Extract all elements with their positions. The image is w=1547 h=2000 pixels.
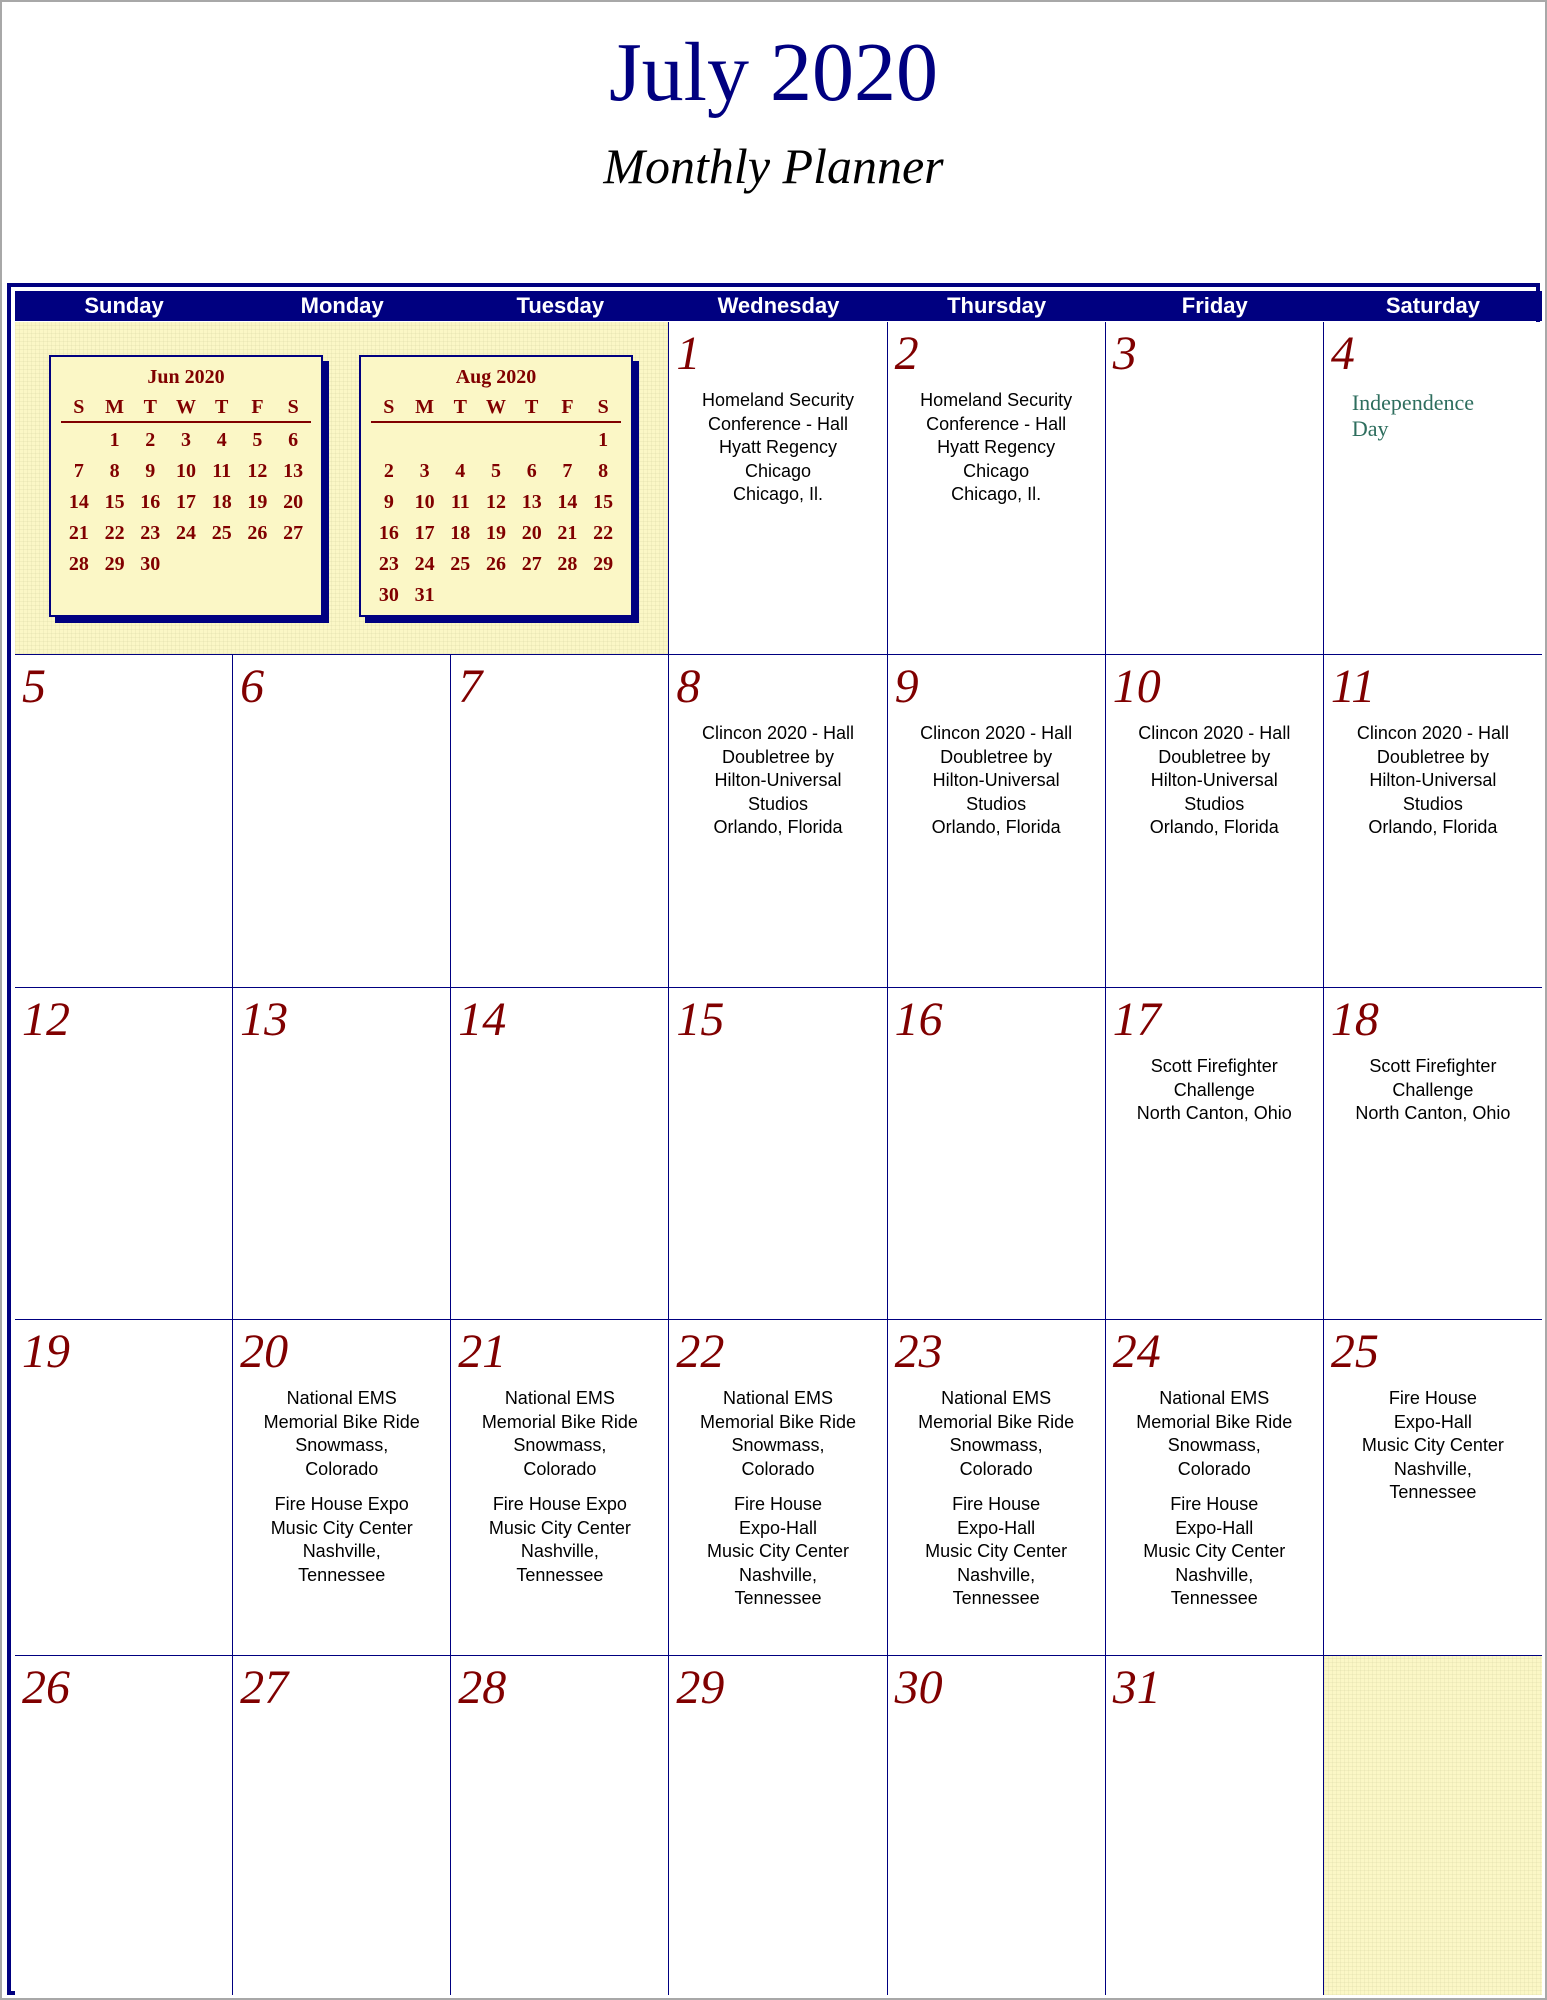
mini-calendar-date [478, 580, 514, 611]
day-cell[interactable] [669, 322, 887, 655]
mini-calendar-date: 14 [68, 491, 89, 513]
mini-calendar-date: 18 [211, 491, 232, 513]
mini-calendar-date [514, 580, 550, 611]
mini-calendar-date: 1 [109, 429, 120, 451]
event-entry[interactable]: National EMS Memorial Bike Ride Snowmass, Colorado [1136, 1388, 1293, 1479]
weekday-header-row [15, 291, 1542, 321]
mini-calendar-date: 8 [598, 460, 609, 482]
day-number: 22 [676, 1325, 725, 1378]
day-cell[interactable] [1106, 988, 1324, 1320]
mini-calendar-date: 16 [378, 522, 399, 544]
day-cell[interactable] [451, 1320, 669, 1656]
mini-calendar-weekday: S [61, 394, 97, 423]
mini-calendar-date [550, 425, 586, 456]
mini-calendar-date: 31 [414, 584, 435, 606]
mini-calendar-date [275, 549, 311, 580]
day-number: 18 [1330, 993, 1379, 1046]
day-number: 29 [676, 1661, 725, 1714]
mini-calendar-date: 29 [593, 553, 614, 575]
mini-calendar-date: 1 [598, 429, 609, 451]
day-number: 3 [1112, 327, 1137, 380]
mini-calendar-date: 27 [521, 553, 542, 575]
day-number: 15 [676, 993, 725, 1046]
day-number: 28 [458, 1661, 507, 1714]
day-number: 16 [894, 993, 943, 1046]
mini-calendar-date: 28 [557, 553, 578, 575]
mini-calendar-date: 7 [562, 460, 573, 482]
day-number: 23 [894, 1325, 943, 1378]
event-list [455, 1387, 664, 1599]
mini-calendar-date: 26 [485, 553, 506, 575]
mini-calendar-date: 25 [211, 522, 232, 544]
day-cell[interactable] [888, 1320, 1106, 1656]
weekday-monday: Monday [300, 293, 384, 318]
weekday-sunday: Sunday [84, 293, 164, 318]
event-entry[interactable]: Scott Firefighter Challenge North Canton, Ohio [1136, 1056, 1292, 1123]
mini-calendar-weekday: M [97, 394, 133, 423]
mini-calendar-date [61, 425, 97, 456]
mini-calendar-date [204, 549, 240, 580]
day-cell[interactable] [233, 1320, 451, 1656]
mini-calendar-date [514, 425, 550, 456]
mini-calendar-weekday: T [442, 394, 478, 423]
mini-calendar-date [240, 549, 276, 580]
mini-calendar-date [442, 425, 478, 456]
page-title: July 2020 [608, 26, 939, 119]
day-number: 13 [240, 993, 289, 1046]
day-cell[interactable] [233, 1656, 451, 1995]
mini-calendar-date: 6 [288, 429, 299, 451]
event-entry[interactable]: Clincon 2020 - Hall Doubletree by Hilton-Universal Studios Orlando, Florida [1356, 723, 1509, 837]
month-calendar [7, 283, 1540, 1995]
mini-calendar-date: 23 [378, 553, 399, 575]
mini-calendar-date: 5 [490, 460, 501, 482]
mini-calendar-grid [371, 394, 621, 611]
mini-calendar-weekday: F [550, 394, 586, 423]
mini-calendar-date: 22 [104, 522, 125, 544]
mini-calendar-grid [61, 394, 311, 580]
mini-calendar-date: 4 [455, 460, 466, 482]
mini-calendar-date: 20 [521, 522, 542, 544]
day-number: 4 [1330, 327, 1355, 380]
holiday-label: Independence Day [1351, 390, 1474, 441]
event-entry[interactable]: Clincon 2020 - Hall Doubletree by Hilton-Universal Studios Orlando, Florida [1138, 723, 1291, 837]
day-grid [15, 322, 1542, 1995]
event-list [673, 389, 882, 519]
event-list [673, 722, 882, 852]
mini-calendar-date: 24 [414, 553, 435, 575]
event-entry[interactable]: National EMS Memorial Bike Ride Snowmass, Colorado [699, 1388, 857, 1479]
day-cell[interactable] [888, 655, 1106, 988]
mini-calendar-weekday: W [478, 394, 514, 423]
mini-calendar-date: 3 [419, 460, 430, 482]
day-number: 12 [22, 993, 70, 1046]
mini-calendar-date: 14 [557, 491, 578, 513]
day-number: 19 [22, 1325, 70, 1378]
day-number: 20 [240, 1325, 289, 1378]
mini-calendar-weekday: T [204, 394, 240, 423]
mini-calendar-date: 25 [450, 553, 471, 575]
mini-calendar-date: 18 [450, 522, 471, 544]
event-list [1110, 1055, 1319, 1138]
day-cell[interactable] [233, 655, 451, 988]
day-number: 10 [1112, 660, 1161, 713]
event-entry[interactable]: Homeland Security Conference - Hall Hyatt Regency Chicago Chicago, Il. [920, 390, 1073, 504]
empty-filler-cell [1324, 1656, 1542, 1995]
event-entry[interactable]: Fire House Expo-Hall Music City Center Nashville, Tennessee [925, 1494, 1068, 1608]
day-cell[interactable] [1324, 1320, 1542, 1656]
mini-calendar-date: 17 [175, 491, 196, 513]
mini-calendar-date: 17 [414, 522, 435, 544]
day-number: 14 [458, 993, 507, 1046]
mini-calendar-date [478, 425, 514, 456]
day-cell[interactable] [888, 1656, 1106, 1995]
mini-calendar-date: 23 [140, 522, 161, 544]
mini-calendar-date [407, 425, 443, 456]
mini-calendar-date: 15 [593, 491, 614, 513]
mini-calendar-date: 5 [252, 429, 263, 451]
day-cell[interactable] [669, 655, 887, 988]
day-number: 25 [1330, 1325, 1379, 1378]
day-number: 31 [1112, 1661, 1161, 1714]
mini-calendar-date: 6 [526, 460, 537, 482]
day-cell[interactable] [1106, 322, 1324, 655]
event-list [1110, 722, 1319, 852]
mini-calendar-weekday: M [407, 394, 443, 423]
event-list [673, 1387, 882, 1623]
day-cell[interactable] [451, 1656, 669, 1995]
day-number: 9 [894, 660, 919, 713]
event-entry[interactable]: Fire House Expo-Hall Music City Center Nashville, Tennessee [1143, 1494, 1286, 1608]
mini-calendar-date: 29 [104, 553, 125, 575]
mini-calendar-date [585, 580, 621, 611]
day-number: 27 [240, 1661, 289, 1714]
mini-calendar-date: 10 [175, 460, 196, 482]
event-list [892, 1387, 1101, 1623]
mini-calendar-weekday: S [585, 394, 621, 423]
weekday-wednesday: Wednesday [717, 293, 840, 318]
mini-calendar-date: 9 [145, 460, 156, 482]
mini-calendar-date: 3 [180, 429, 191, 451]
mini-calendar-date: 7 [73, 460, 84, 482]
weekday-thursday: Thursday [947, 293, 1047, 318]
mini-calendar-weekday: S [371, 394, 407, 423]
mini-calendar-weekday: T [514, 394, 550, 423]
event-entry[interactable]: National EMS Memorial Bike Ride Snowmass, Colorado [263, 1388, 420, 1479]
day-number: 26 [22, 1661, 70, 1714]
event-entry[interactable]: Fire House Expo Music City Center Nashville, Tennessee [270, 1494, 413, 1585]
day-cell[interactable] [1106, 655, 1324, 988]
day-cell[interactable] [1324, 988, 1542, 1320]
day-number: 7 [458, 660, 483, 713]
day-number: 1 [676, 327, 701, 380]
day-number: 8 [676, 660, 701, 713]
mini-calendar-date: 12 [485, 491, 506, 513]
mini-calendar-weekday: T [132, 394, 168, 423]
mini-calendar-date: 30 [140, 553, 161, 575]
event-list [892, 389, 1101, 519]
event-entry[interactable]: National EMS Memorial Bike Ride Snowmass, Colorado [918, 1388, 1075, 1479]
day-number: 17 [1112, 993, 1161, 1046]
day-cell[interactable] [888, 322, 1106, 655]
day-cell[interactable] [15, 1320, 233, 1656]
day-cell[interactable] [15, 988, 233, 1320]
mini-calendar-date: 2 [383, 460, 394, 482]
weekday-tuesday: Tuesday [516, 293, 605, 318]
event-list [1328, 722, 1538, 852]
mini-calendar-date: 2 [145, 429, 156, 451]
page-subtitle: Monthly Planner [603, 138, 944, 194]
event-list [1328, 1387, 1538, 1517]
mini-calendar-date [371, 425, 407, 456]
mini-calendar-date: 9 [383, 491, 394, 513]
day-number: 6 [240, 660, 265, 713]
event-entry[interactable]: Clincon 2020 - Hall Doubletree by Hilton-Universal Studios Orlando, Florida [701, 723, 855, 837]
mini-calendar-date: 8 [109, 460, 120, 482]
mini-calendar-date: 21 [68, 522, 89, 544]
mini-calendar-date: 27 [283, 522, 304, 544]
mini-calendar-date: 21 [557, 522, 578, 544]
day-cell[interactable] [669, 988, 887, 1320]
mini-calendar-title: Aug 2020 [455, 366, 537, 388]
event-list [1328, 1055, 1538, 1138]
mini-calendar-weekday: W [168, 394, 204, 423]
mini-calendar-date: 10 [414, 491, 435, 513]
mini-calendar-date: 13 [521, 491, 542, 513]
weekday-friday: Friday [1181, 293, 1248, 318]
mini-calendar-date: 13 [283, 460, 304, 482]
day-cell[interactable] [451, 655, 669, 988]
day-number: 24 [1112, 1325, 1161, 1378]
event-entry[interactable]: Clincon 2020 - Hall Doubletree by Hilton-Universal Studios Orlando, Florida [920, 723, 1073, 837]
mini-calendar-weekday: F [240, 394, 276, 423]
mini-calendar-weekday: S [275, 394, 311, 423]
mini-calendar-date: 11 [212, 460, 232, 482]
mini-calendar-date: 16 [140, 491, 161, 513]
event-entry[interactable]: National EMS Memorial Bike Ride Snowmass, Colorado [481, 1388, 638, 1479]
event-entry[interactable]: Fire House Expo-Hall Music City Center Nashville, Tennessee [706, 1494, 849, 1608]
event-entry[interactable]: Fire House Expo Music City Center Nashville, Tennessee [488, 1494, 631, 1585]
event-list [237, 1387, 446, 1599]
day-number: 21 [458, 1325, 507, 1378]
event-list [1110, 1387, 1319, 1623]
mini-calendar-date: 28 [68, 553, 89, 575]
mini-calendar-date [168, 549, 204, 580]
day-cell[interactable] [888, 988, 1106, 1320]
day-cell[interactable] [1106, 1320, 1324, 1656]
mini-calendar-date: 19 [247, 491, 268, 513]
event-entry[interactable]: Fire House Expo-Hall Music City Center Nashville, Tennessee [1361, 1388, 1504, 1502]
mini-calendar-date: 20 [283, 491, 304, 513]
mini-calendar-date: 19 [485, 522, 506, 544]
day-number: 5 [22, 660, 46, 713]
event-entry[interactable]: Scott Firefighter Challenge North Canton, Ohio [1355, 1056, 1511, 1123]
day-cell[interactable] [233, 988, 451, 1320]
mini-calendar-date [550, 580, 586, 611]
event-entry[interactable]: Homeland Security Conference - Hall Hyatt Regency Chicago Chicago, Il. [701, 390, 855, 504]
mini-calendar-date: 15 [104, 491, 125, 513]
mini-calendar-august [359, 355, 633, 617]
day-number: 11 [1330, 660, 1376, 713]
mini-calendar-date [442, 580, 478, 611]
day-cell[interactable] [15, 655, 233, 988]
day-cell[interactable] [669, 1320, 887, 1656]
day-cell[interactable] [15, 1656, 233, 1995]
mini-calendar-date: 26 [247, 522, 268, 544]
day-cell[interactable] [1324, 322, 1542, 655]
event-list [892, 722, 1101, 852]
day-cell[interactable] [1106, 1656, 1324, 1995]
mini-calendar-date: 11 [450, 491, 470, 513]
weekday-saturday: Saturday [1385, 293, 1480, 318]
day-number: 2 [894, 327, 919, 380]
day-cell[interactable] [1324, 655, 1542, 988]
mini-calendar-date: 30 [378, 584, 399, 606]
mini-calendars-panel [15, 322, 669, 655]
mini-calendar-date: 22 [593, 522, 614, 544]
day-cell[interactable] [669, 1656, 887, 1995]
mini-calendar-june [49, 355, 323, 617]
mini-calendar-date: 24 [175, 522, 196, 544]
day-cell[interactable] [451, 988, 669, 1320]
mini-calendar-date: 4 [216, 429, 227, 451]
day-number: 30 [894, 1661, 943, 1714]
mini-calendar-date: 12 [247, 460, 268, 482]
mini-calendar-title: Jun 2020 [147, 366, 225, 388]
